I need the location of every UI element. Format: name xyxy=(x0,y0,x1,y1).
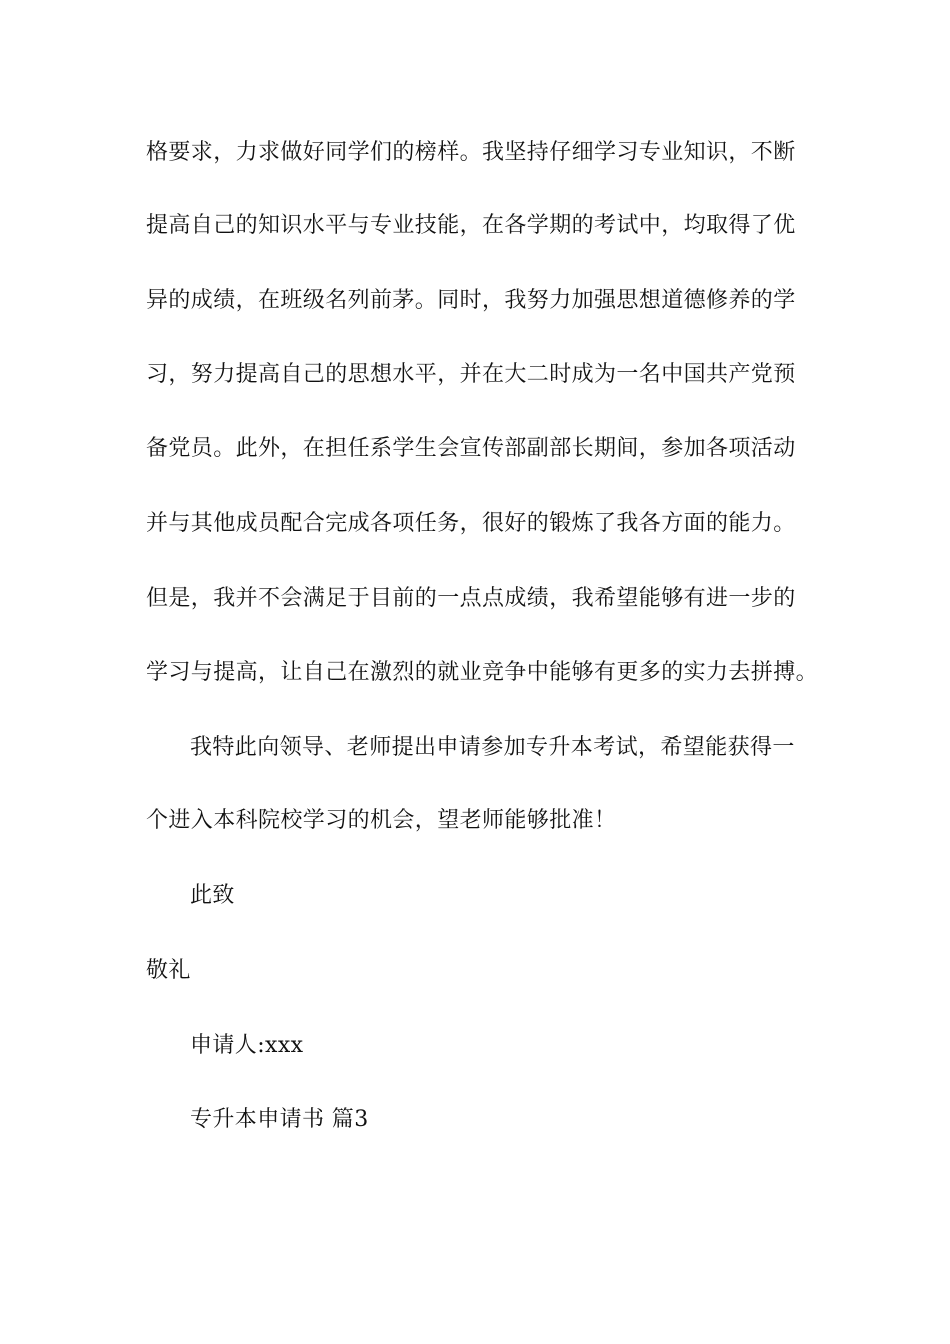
paragraph-1-line-7: 但是，我并不会满足于目前的一点点成绩，我希望能够有进一步的 xyxy=(146,586,796,611)
paragraph-1-line-5: 备党员。此外，在担任系学生会宣传部副部长期间，参加各项活动 xyxy=(146,436,796,461)
paragraph-1-line-3: 异的成绩，在班级名列前茅。同时，我努力加强思想道德修养的学 xyxy=(146,288,796,313)
section-heading: 专升本申请书 篇3 xyxy=(190,1107,369,1132)
closing-salutation: 此致 xyxy=(190,883,235,908)
paragraph-1-line-6: 并与其他成员配合完成各项任务，很好的锻炼了我各方面的能力。 xyxy=(146,511,796,536)
paragraph-2-line-2: 个进入本科院校学习的机会，望老师能够批准！ xyxy=(146,808,617,833)
closing-regards: 敬礼 xyxy=(146,958,191,983)
paragraph-2-line-1: 我特此向领导、老师提出申请参加专升本考试，希望能获得一 xyxy=(190,735,795,760)
applicant-signature: 申请人:xxx xyxy=(190,1033,304,1058)
paragraph-1-line-1: 格要求，力求做好同学们的榜样。我坚持仔细学习专业知识，不断 xyxy=(146,140,796,165)
paragraph-1-line-4: 习，努力提高自己的思想水平，并在大二时成为一名中国共产党预 xyxy=(146,362,796,387)
paragraph-1-line-8: 学习与提高，让自己在激烈的就业竞争中能够有更多的实力去拼搏。 xyxy=(146,660,819,685)
paragraph-1-line-2: 提高自己的知识水平与专业技能，在各学期的考试中，均取得了优 xyxy=(146,213,796,238)
